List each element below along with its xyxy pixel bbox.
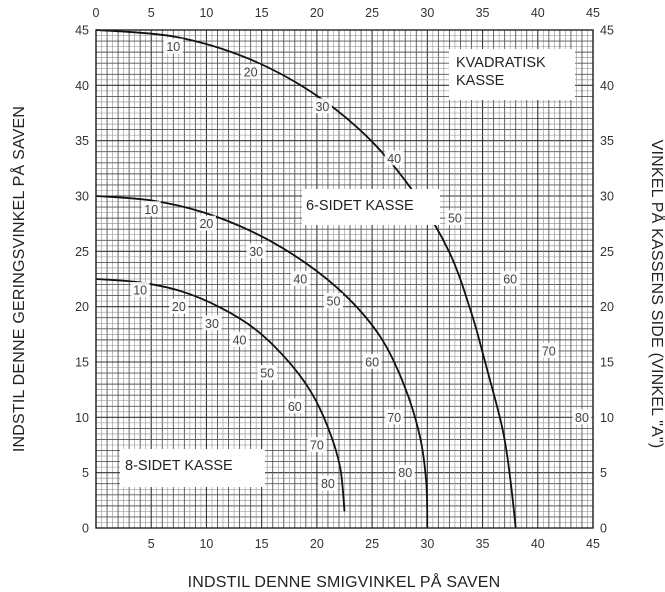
x-tick-label-top: 45 [586, 6, 600, 20]
data-label: 10 [133, 283, 148, 298]
x-tick-label-bottom: 20 [309, 537, 324, 551]
x-tick-label-bottom: 15 [254, 537, 269, 551]
x-tick-label-bottom: 25 [365, 537, 380, 551]
hex-box-label: 6-SIDET KASSE [306, 198, 414, 214]
x-tick-label-bottom: 10 [199, 537, 214, 551]
x-tick-label-top: 15 [254, 6, 269, 20]
data-label: 80 [575, 410, 589, 425]
data-label: 70 [541, 344, 556, 359]
data-label: 40 [232, 333, 247, 348]
hex-box-annotation [302, 189, 440, 225]
oct-box-label: 8-SIDET KASSE [125, 458, 233, 474]
data-label: 20 [199, 217, 214, 232]
x-tick-label-top: 0 [92, 6, 100, 20]
x-tick-label-top: 25 [365, 6, 380, 20]
data-label: 70 [309, 438, 324, 453]
x-tick-label-top: 30 [420, 6, 435, 20]
x-tick-label-bottom: 5 [147, 537, 155, 551]
x-tick-label-bottom: 40 [530, 537, 545, 551]
data-label: 30 [249, 244, 264, 259]
y-tick-label-right: 30 [600, 189, 614, 204]
data-label: 60 [287, 399, 302, 414]
data-label: 40 [387, 151, 402, 166]
x-tick-label-top: 40 [530, 6, 545, 20]
x-tick-label-top: 20 [309, 6, 324, 20]
y-tick-label-right: 25 [600, 244, 614, 259]
y-tick-label-left: 45 [75, 23, 89, 38]
y-tick-label-right: 15 [600, 355, 614, 370]
x-tick-label-top: 10 [199, 6, 214, 20]
y-tick-label-left: 25 [75, 244, 89, 259]
data-label: 30 [315, 99, 330, 114]
y-axis-title: INDSTIL DENNE GERINGSVINKEL PÅ SAVEN [11, 105, 28, 453]
square-box-label-line2: KASSE [456, 73, 505, 89]
y-tick-label-left: 5 [82, 466, 89, 481]
x-tick-label-bottom: 30 [420, 537, 435, 551]
data-label: 30 [205, 316, 219, 331]
data-label: 60 [365, 355, 380, 370]
data-label: 10 [144, 202, 159, 217]
square-box-annotation [449, 49, 575, 100]
y-tick-label-left: 40 [75, 78, 89, 93]
y-tick-label-left: 20 [75, 300, 89, 315]
y-tick-label-right: 5 [600, 466, 607, 481]
y-tick-label-right: 45 [600, 23, 614, 38]
data-label: 50 [447, 211, 462, 226]
square-box-label-line1: KVADRATISK [456, 55, 546, 71]
y-tick-label-right: 35 [600, 134, 614, 149]
y-tick-label-left: 35 [75, 134, 89, 149]
data-label: 20 [171, 300, 186, 315]
y-tick-label-left: 30 [75, 189, 89, 204]
y2-axis-title: VINKEL PÅ KASSENS SIDE (VINKEL "A") [648, 139, 665, 449]
data-label: 70 [387, 410, 402, 425]
data-label: 50 [326, 294, 341, 309]
y-tick-label-left: 10 [75, 410, 89, 425]
data-label: 60 [503, 272, 518, 287]
data-label: 10 [166, 40, 181, 55]
oct-box-annotation [120, 449, 265, 487]
y-tick-label-right: 40 [600, 78, 614, 93]
y-tick-label-left: 0 [82, 521, 89, 536]
x-tick-label-top: 35 [475, 6, 490, 20]
y-tick-label-right: 20 [600, 300, 614, 315]
data-label: 40 [293, 272, 308, 287]
x-axis-title: INDSTIL DENNE SMIGVINKEL PÅ SAVEN [187, 574, 501, 591]
x-tick-label-bottom: 45 [586, 537, 600, 551]
y-tick-label-left: 15 [75, 355, 89, 370]
data-label: 50 [260, 366, 275, 381]
y-tick-label-right: 10 [600, 410, 614, 425]
x-tick-label-top: 5 [147, 6, 155, 20]
y-tick-label-right: 0 [600, 521, 607, 536]
data-label: 20 [243, 65, 258, 80]
data-label: 80 [320, 477, 335, 492]
data-label: 80 [398, 466, 413, 481]
x-tick-label-bottom: 35 [475, 537, 490, 551]
